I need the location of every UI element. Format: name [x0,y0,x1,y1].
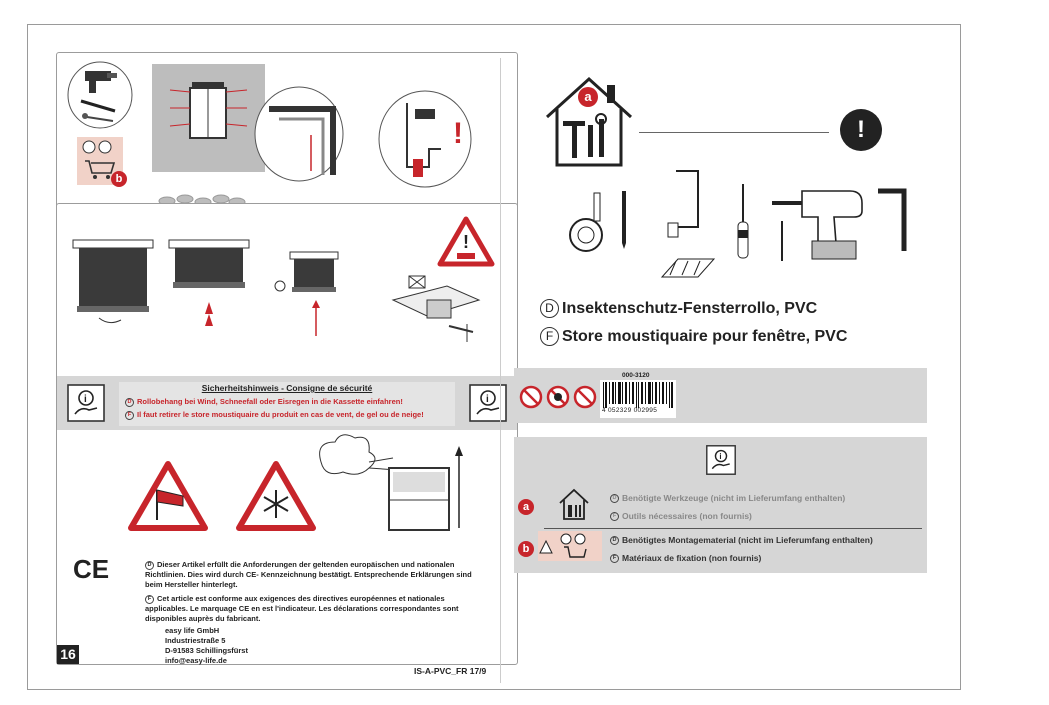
ce-text-f: F Cet article est conforme aux exigences des directives européennes et nationales applicables. Le marquage CE en est l'indicateur. Les déclarations correspondantes sont disponibles auprès du fabricant. [145,594,459,623]
legend-a-d: D Benötigte Werkzeuge (nicht im Lieferumfang enthalten) [610,493,845,503]
legend-box [514,437,927,573]
house-tools-icon [541,69,637,169]
legend-b-f: F Matériaux de fixation (non fournis) [610,553,761,563]
article-number: 000-3120 [622,372,650,379]
info-hand-icon [67,384,105,422]
house-tools-small-icon [558,487,590,521]
tools-circle-illustration [65,59,135,131]
info-hand-icon-legend [706,445,736,475]
barcode-bars [600,380,676,410]
svg-text:i: i [719,452,722,462]
profile-cross-section [377,89,473,189]
legend-badge-b: b [518,541,534,557]
screwdriver-icon [733,182,753,262]
step-number-16: 16 [57,645,79,664]
barcode-digits: 4 052329 002995 [602,407,658,414]
blind-step-3 [272,246,342,342]
legend-badge-a: a [518,499,534,515]
tape-measure-icon [568,191,610,255]
ce-mark: CE [73,554,110,584]
svg-text:!: ! [463,232,469,252]
cassette-detail [387,270,487,346]
wind-warning-icon [127,460,209,532]
barcode-strip [514,368,927,423]
hacksaw-miter-box-icon [658,167,718,287]
center-divider [500,58,501,683]
product-title-d: D Insektenschutz-Fensterrollo, PVC [540,299,817,318]
svg-text:i: i [84,394,87,405]
legend-b-d: D Benötigtes Montagematerial (nicht im Lieferumfang enthalten) [610,535,873,545]
safety-title: Sicherheitshinweis - Consigne de sécurité [201,383,373,393]
warning-triangle-icon [437,216,495,268]
document-code: IS-A-PVC_FR 17/9 [414,666,487,676]
detail-window-corner [253,85,345,183]
company-address: easy life GmbH Industriestraße 5 D-91583 Schillingsfürst info@easy-life.de [165,626,248,665]
wall-window-illustration [152,64,265,172]
step-16-panel [56,203,518,665]
manual-sheet [27,24,961,690]
info-hand-icon-right [469,384,507,422]
blind-step-1 [69,234,159,334]
drill-icon [770,181,870,263]
legend-divider [544,528,922,529]
ce-text-d: D Dieser Artikel erfüllt die Anforderungen der geltenden europäischen und nationalen Richtlinien. Dies wird durch CE- Kennzeichnung bestätigt. Entsprechende Erklärungen sind beim Hersteller hinterlegt. [145,560,472,589]
allen-key-icon [874,185,914,255]
svg-text:i: i [486,394,489,405]
step-15-panel [56,52,518,226]
wind-cloud-window-illustration [297,428,467,544]
safety-text-box [119,382,455,426]
safety-band [57,376,517,430]
product-title-f: F Store moustiquaire pour fenêtre, PVC [540,327,847,346]
safety-line-f: F Il faut retirer le store moustiquaire du produit en cas de vent, de gel ou de neige! [125,410,455,420]
badge-a: a [578,87,598,107]
mounting-material-small [538,531,602,561]
blind-step-2 [165,234,255,334]
barcode [600,380,676,418]
pencil-icon [618,189,630,251]
exclamation-circle-icon: ! [840,109,882,151]
prohibition-icons [518,384,598,410]
warning-cart-icon [538,531,602,561]
badge-b: b [111,171,127,187]
legend-a-f: F Outils nécessaires (non fournis) [610,511,752,521]
safety-line-d: D Rollobehang bei Wind, Schneefall oder Eisregen in die Kassette einfahren! [125,397,455,407]
connector-line [639,132,829,133]
svg-text:!: ! [453,117,463,150]
